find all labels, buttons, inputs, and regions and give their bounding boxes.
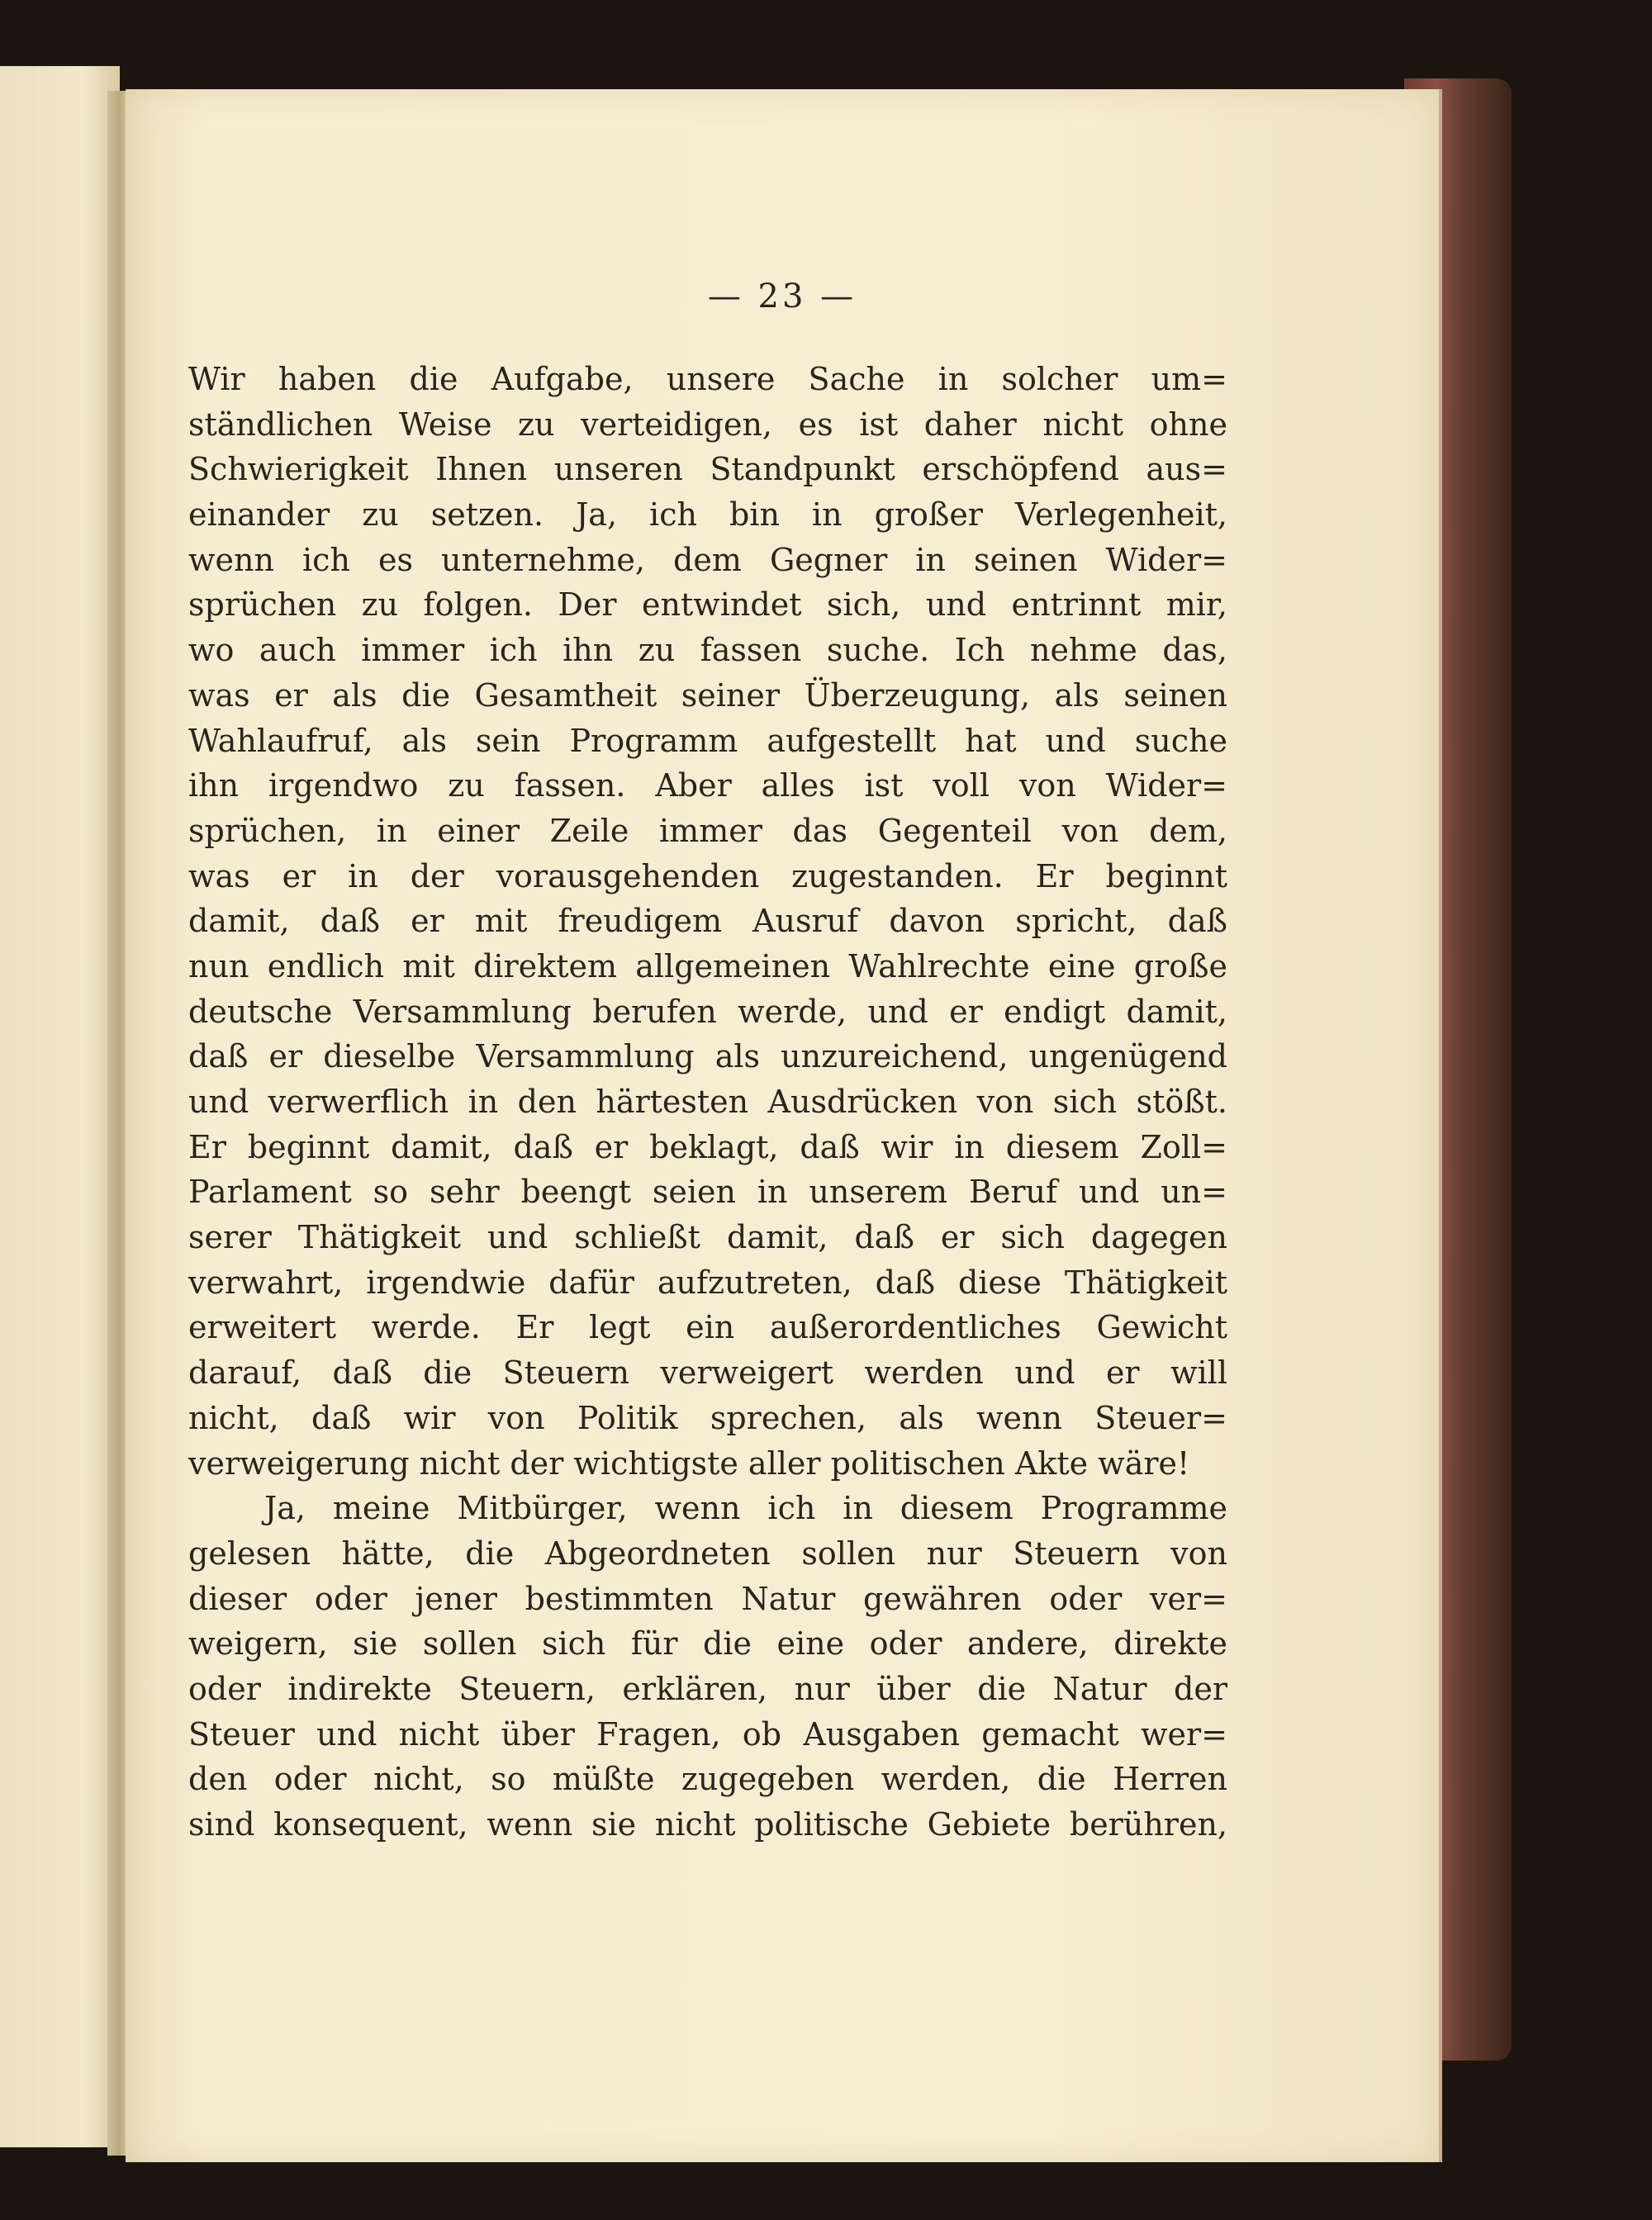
page-number: — 23 — xyxy=(707,278,857,315)
text-line: nicht, daß wir von Politik sprechen, als wenn Steuer= xyxy=(188,1399,1227,1436)
text-line: was er als die Gesamtheit seiner Überzeugung, als seinen xyxy=(188,676,1227,714)
text-line: ihn irgendwo zu fassen. Aber alles ist voll von Wider= xyxy=(188,767,1227,804)
text-line: Er beginnt damit, daß er beklagt, daß wir in diesem Zoll= xyxy=(188,1128,1227,1165)
text-line: und verwerflich in den härtesten Ausdrücken von sich stößt. xyxy=(188,1084,1227,1120)
text-line: den oder nicht, so müßte zugegeben werden, die Herren xyxy=(188,1761,1227,1798)
text-line: verweigerung nicht der wichtigste aller politischen Akte wäre! xyxy=(188,1444,1190,1482)
text-line: sprüchen zu folgen. Der entwindet sich, und entrinnt mir, xyxy=(188,586,1227,624)
text-line: wenn ich es unternehme, dem Gegner in seinen Wider= xyxy=(188,541,1227,578)
text-line: dieser oder jener bestimmten Natur gewähren oder ver= xyxy=(188,1580,1227,1617)
text-line: Schwierigkeit Ihnen unseren Standpunkt erschöpfend aus= xyxy=(188,451,1227,488)
text-line: darauf, daß die Steuern verweigert werden und er will xyxy=(188,1354,1227,1392)
text-line: einander zu setzen. Ja, ich bin in großer Verlegenheit, xyxy=(188,496,1227,534)
text-line: sind konsequent, wenn sie nicht politische Gebiete berühren, xyxy=(188,1806,1227,1843)
body-text xyxy=(188,357,1227,1848)
text-line: Ja, meine Mitbürger, wenn ich in diesem Programme xyxy=(264,1490,1227,1527)
text-line: deutsche Versammlung berufen werde, und er endigt damit, xyxy=(188,993,1227,1030)
text-line: daß er dieselbe Versammlung als unzureichend, ungenügend xyxy=(188,1038,1227,1075)
text-line: weigern, sie sollen sich für die eine oder andere, direkte xyxy=(188,1625,1227,1663)
text-line: erweitert werde. Er legt ein außerordentliches Gewicht xyxy=(188,1309,1227,1346)
text-line: Parlament so sehr beengt seien in unserem Beruf und un= xyxy=(188,1174,1227,1211)
text-line: serer Thätigkeit und schließt damit, daß er sich dagegen xyxy=(188,1219,1227,1256)
left-page-edge xyxy=(0,66,120,2147)
text-line: Steuer und nicht über Fragen, ob Ausgaben gemacht wer= xyxy=(188,1715,1227,1753)
text-line: Wahlaufruf, als sein Programm aufgestellt hat und suche xyxy=(188,722,1227,759)
text-line: wo auch immer ich ihn zu fassen suche. Ich nehme das, xyxy=(188,632,1227,669)
text-line: ständlichen Weise zu verteidigen, es ist daher nicht ohne xyxy=(188,406,1227,443)
text-line: nun endlich mit direktem allgemeinen Wahlrechte eine große xyxy=(188,947,1227,984)
text-line: gelesen hätte, die Abgeordneten sollen nur Steuern von xyxy=(188,1535,1227,1572)
text-line: oder indirekte Steuern, erklären, nur über die Natur der xyxy=(188,1670,1227,1707)
text-line: was er in der vorausgehenden zugestanden. Er beginnt xyxy=(188,857,1227,894)
text-line: sprüchen, in einer Zeile immer das Gegenteil von dem, xyxy=(188,812,1227,849)
text-line: verwahrt, irgendwie dafür aufzutreten, daß diese Thätigkeit xyxy=(188,1264,1227,1301)
text-line: Wir haben die Aufgabe, unsere Sache in solcher um= xyxy=(188,361,1227,397)
text-line: damit, daß er mit freudigem Ausruf davon spricht, daß xyxy=(188,903,1227,940)
